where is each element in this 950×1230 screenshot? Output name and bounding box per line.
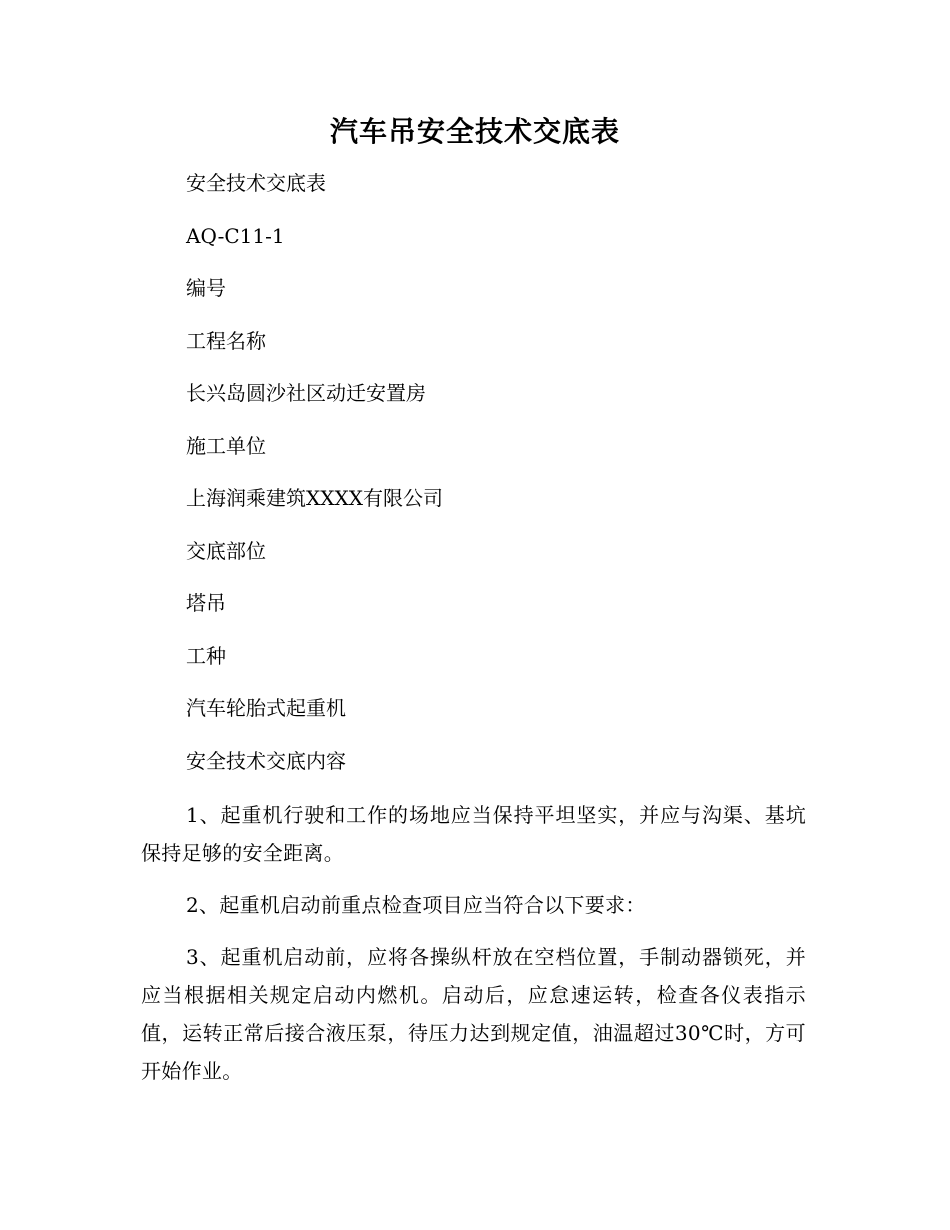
field-value-work-type: 汽车轮胎式起重机 bbox=[186, 696, 346, 720]
field-label-work-type: 工种 bbox=[186, 643, 226, 668]
field-label-briefing-location: 交底部位 bbox=[186, 538, 266, 563]
briefing-content bbox=[141, 796, 806, 1104]
content-paragraph: 2、起重机启动前重点检查项目应当符合以下要求： bbox=[186, 893, 646, 917]
form-code: AQ-C11-1 bbox=[186, 223, 285, 248]
field-value-project-name: 长兴岛圆沙社区动迁安置房 bbox=[186, 381, 426, 405]
field-label-construction-unit: 施工单位 bbox=[186, 433, 266, 458]
form-heading: 安全技术交底表 bbox=[186, 171, 326, 195]
content-paragraph: 1、起重机行驶和工作的场地应当保持平坦坚实，并应与沟渠、基坑保持足够的安全距离。 bbox=[141, 803, 806, 865]
content-paragraph: 3、起重机启动前，应将各操纵杆放在空档位置，手制动器锁死，并应当根据相关规定启动内燃机。启动后，应怠速运转，检查各仪表指示值，运转正常后接合液压泵，待压力达到规定值，油温超过30℃时，方可开始作业。 bbox=[141, 945, 806, 1083]
form-fields-list bbox=[186, 167, 806, 797]
field-label-project-name: 工程名称 bbox=[186, 328, 266, 353]
document-title: 汽车吊安全技术交底表 bbox=[329, 115, 620, 148]
field-value-briefing-location: 塔吊 bbox=[186, 591, 226, 615]
field-value-construction-unit: 上海润乘建筑XXXX有限公司 bbox=[186, 486, 443, 510]
field-label-number: 编号 bbox=[186, 276, 226, 300]
section-heading-content: 安全技术交底内容 bbox=[186, 748, 346, 773]
